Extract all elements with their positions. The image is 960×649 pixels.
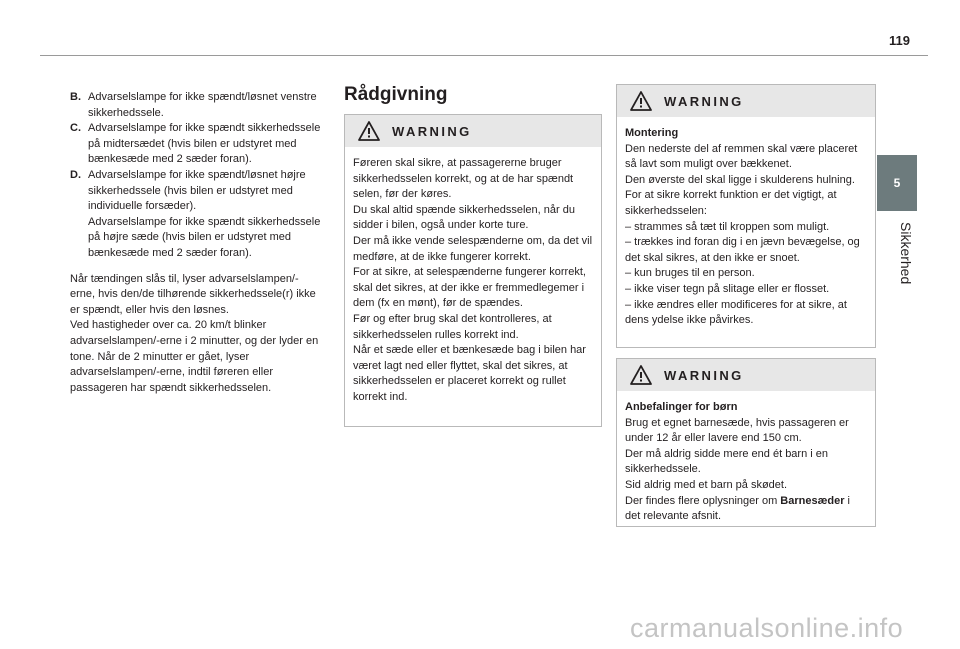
item-text: Advarselslampe for ikke spændt/løsnet venstre sikkerhedssele. (88, 91, 317, 119)
warning-title: WARNING (664, 367, 744, 383)
section-tab[interactable]: 5 (877, 155, 917, 211)
warning-header (345, 115, 601, 147)
warning-line: Den nederste del af remmen skal være placeret så lavt som muligt over bækkenet. (625, 142, 858, 171)
warning-line: For at sikre korrekt funktion er det vigtigt, at sikkerhedsselen: (625, 189, 837, 217)
top-divider (40, 55, 928, 56)
warning-triangle-icon (630, 91, 652, 111)
warning-line: Sid aldrig med et barn på skødet. (625, 478, 788, 491)
warning-body (345, 147, 601, 414)
warning-triangle-icon (358, 121, 380, 141)
list-item (70, 121, 322, 168)
warning-box-general (344, 114, 602, 427)
reference-suffix: i det relevante afsnit. (625, 494, 850, 523)
warning-line: Den øverste del skal ligge i skulderens hulning. (625, 173, 855, 186)
warning-body (617, 117, 875, 337)
warning-line: Der må ikke vende selespænderne om, da det vil medføre, at de ikke fungerer korrekt. (353, 234, 593, 263)
warning-line: Der må aldrig sidde mere end ét barn i en sikkerhedssele. (625, 447, 828, 476)
warning-line: – ikke ændres eller modificeres for at sikre, at dens ydelse ikke påvirkes. (625, 298, 847, 327)
reference-prefix: Der findes flere oplysninger om (625, 494, 781, 507)
warning-triangle-icon (630, 365, 652, 385)
warning-line: – strammes så tæt til kroppen som muligt. (625, 220, 830, 233)
list-item (70, 90, 322, 121)
warning-box-children (616, 358, 876, 527)
item-letter: D. (70, 168, 81, 181)
left-column (70, 90, 322, 396)
warning-line: Brug et egnet barnesæde, hvis passageren er under 12 år eller lavere end 150 cm. (625, 416, 849, 445)
reference-link[interactable]: Barnesæder (780, 494, 845, 507)
warning-line: – trækkes ind foran dig i en jævn bevægelse, og det skal sikres, at den ikke er snoet. (625, 236, 860, 264)
warning-line: For at sikre, at selespænderne fungerer korrekt, skal det sikres, at der ikke er fremmedlegemer i dem (fx en mønt), før de spændes. (353, 266, 586, 310)
section-heading: Rådgivning (344, 84, 448, 105)
warning-line: Før og efter brug skal det kontrolleres, at sikkerhedsselen rulles korrekt ind. (353, 312, 552, 341)
warning-header (617, 85, 875, 117)
item-text-extra: Advarselslampe for ikke spændt sikkerhedssele på højre sæde (hvis bilen er udstyret med bænkesæde med 2 sæder foran). (88, 215, 321, 259)
warning-line: Når et sæde eller et bænkesæde bag i bilen har været lagt ned eller flyttet, skal det sikres, at sikkerhedsselen er placeret korrekt og rullet korrekt ind. (353, 344, 586, 403)
item-letter: B. (70, 91, 81, 103)
warning-subtitle: Anbefalinger for børn (625, 401, 738, 413)
watermark: carmanualsonline.info (630, 613, 904, 643)
page-number: 119 (889, 33, 910, 48)
list-item (70, 168, 322, 262)
warning-title: WARNING (664, 93, 744, 109)
warning-line: Føreren skal sikre, at passagererne bruger sikkerhedsselen korrekt, og at de har spændt selen, før der køres. (353, 157, 574, 201)
paragraph-line: Når tændingen slås til, lyser advarselslampen/-erne, hvis den/de tilhørende sikkerhedssele(r) ikke er spændt, eller hvis den løsnes. (70, 272, 316, 316)
warning-title: WARNING (392, 123, 472, 139)
warning-body (617, 391, 875, 533)
item-text: Advarselslampe for ikke spændt/løsnet højre sikkerhedssele (hvis bilen er udstyret med individuelle forsæder). (88, 168, 306, 213)
warning-box-mounting (616, 84, 876, 348)
warning-line: – ikke viser tegn på slitage eller er flosset. (625, 282, 830, 295)
warning-subtitle: Montering (625, 127, 679, 139)
paragraph (70, 272, 322, 397)
warning-header (617, 359, 875, 391)
item-letter: C. (70, 122, 81, 135)
warning-line-reference (625, 494, 867, 525)
item-text: Advarselslampe for ikke spændt sikkerhedssele på midtersædet (hvis bilen er udstyret med bænkesæde med 2 sæder foran). (88, 122, 321, 166)
warning-line: Du skal altid spænde sikkerhedsselen, når du sidder i bilen, også under korte ture. (353, 203, 575, 232)
section-label: Sikkerhed (898, 222, 914, 285)
warning-line: – kun bruges til en person. (625, 267, 755, 280)
item-text-group (88, 168, 322, 262)
paragraph-line: Ved hastigheder over ca. 20 km/t blinker advarselslampen/-erne i 2 minutter, og der lyder en tone. Når de 2 minutter er gået, lyser advarselslampen/-erne, indtil føreren eller passageren har spændt sikkerhedsselen. (70, 319, 319, 394)
